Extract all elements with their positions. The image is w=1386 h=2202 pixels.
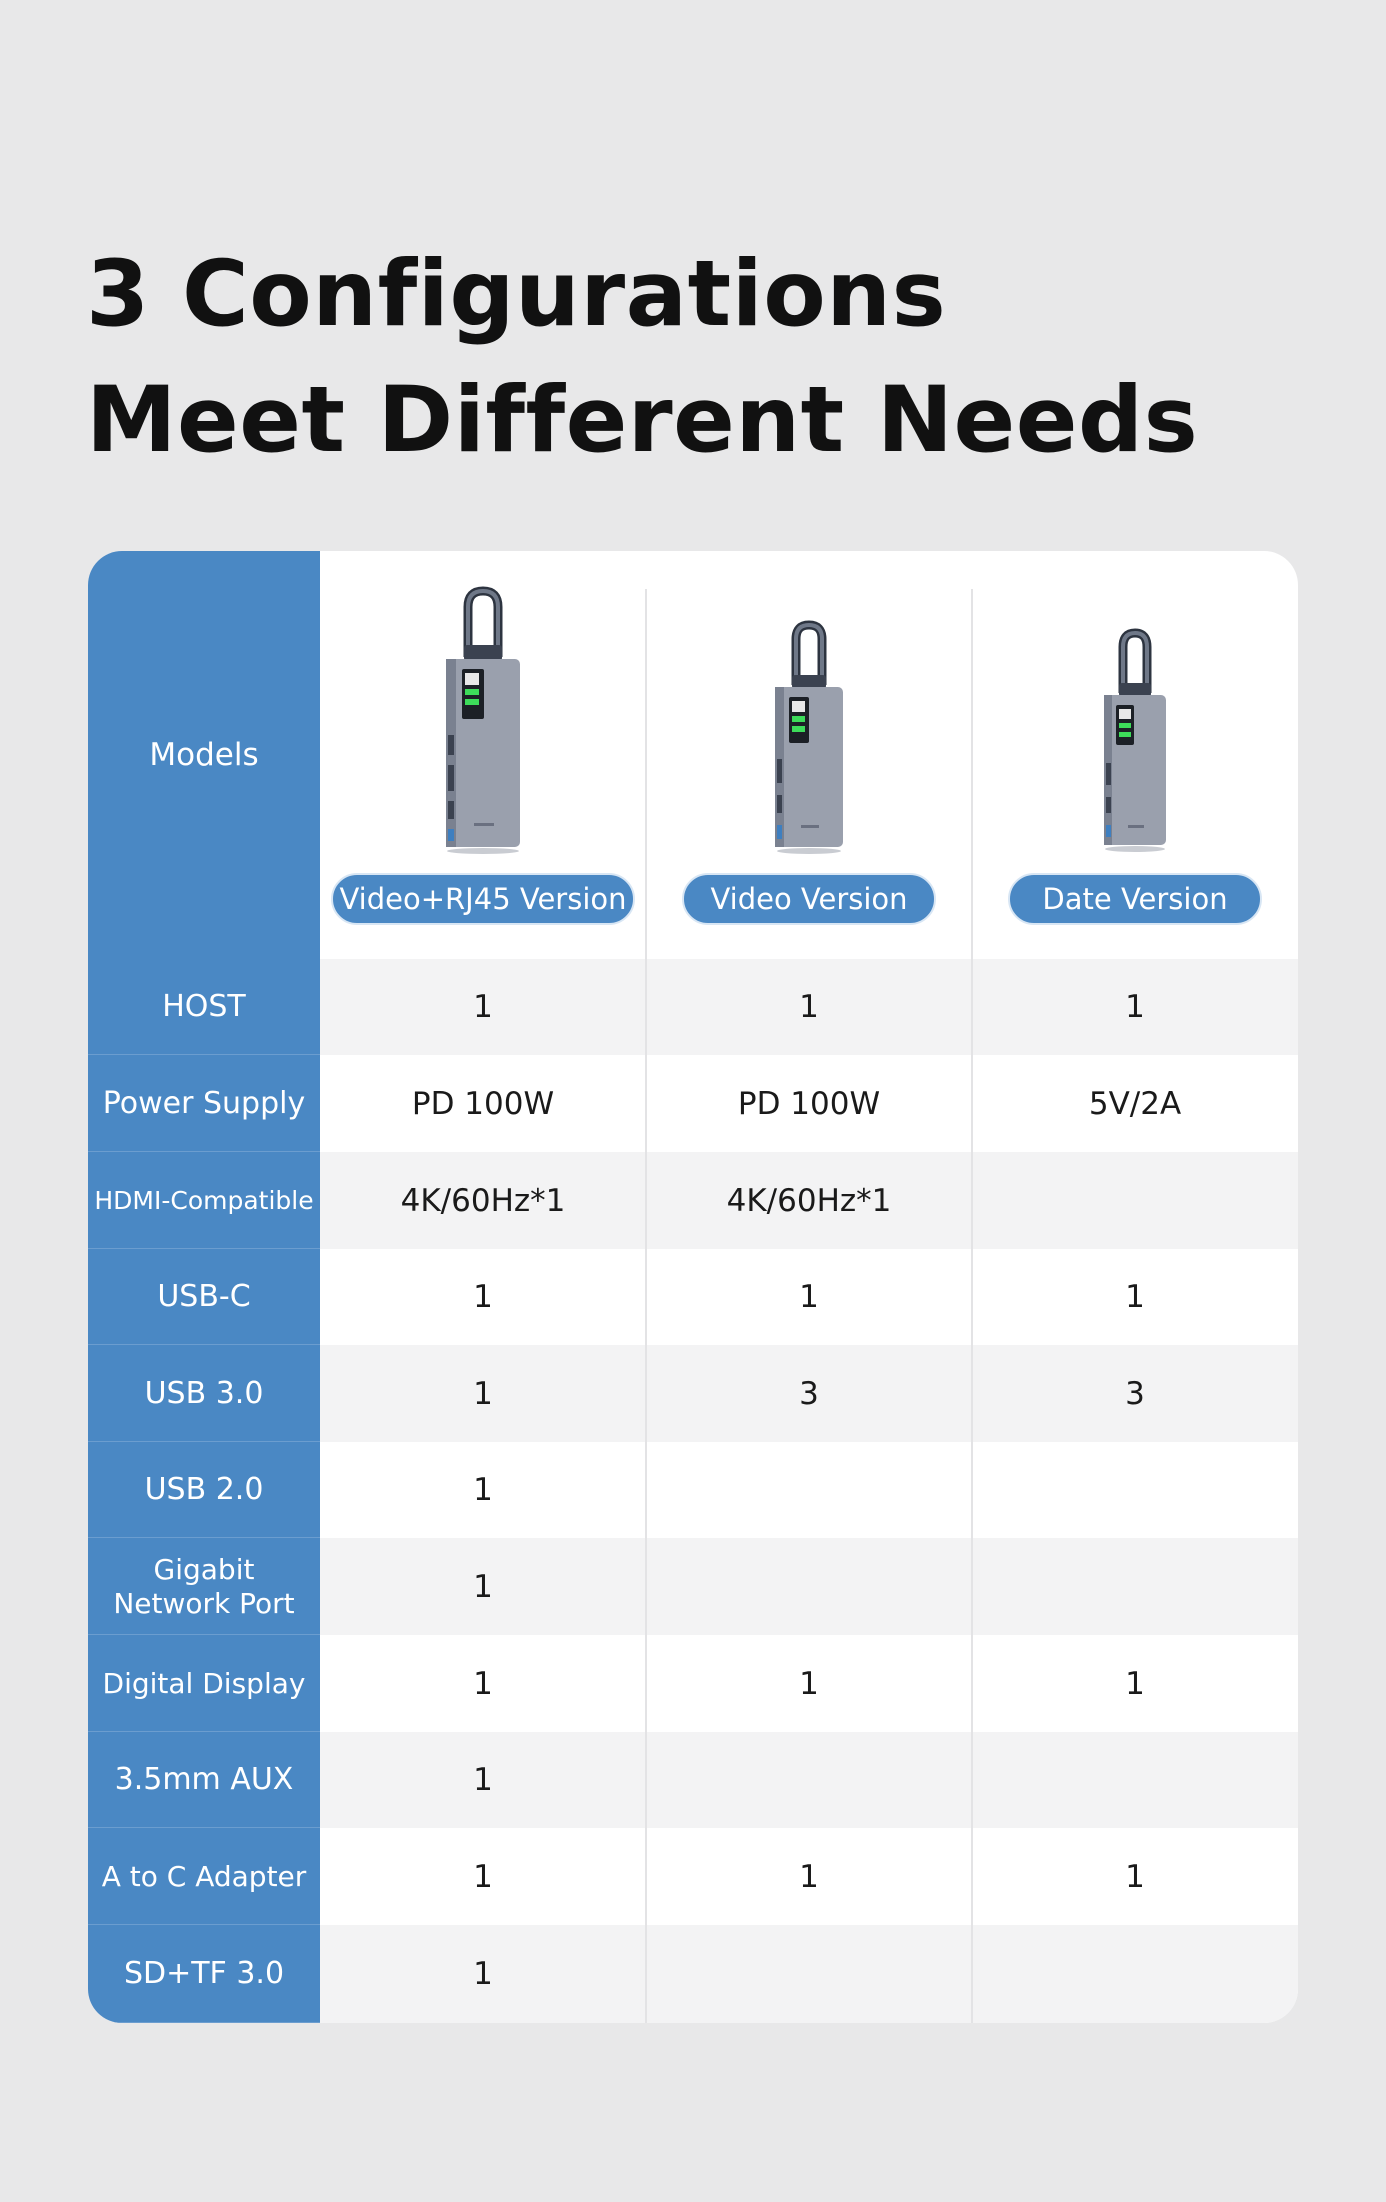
model-pill-date: Date Version [1008,873,1262,925]
model-column-date [972,551,1298,959]
table-cell: 1 [473,989,493,1025]
table-cell [972,1442,1298,1538]
table-cell: 1 [1125,1858,1145,1895]
table-row-power-supply [88,1055,1298,1152]
usb-hub-medium-icon [769,619,849,855]
row-label: Gigabit Network Port [88,1538,320,1635]
table-cell: 1 [473,1375,493,1412]
table-cell: 1 [473,1279,493,1315]
table-cell: 5V/2A [1088,1085,1182,1122]
table-cell: 4K/60Hz*1 [726,1182,892,1219]
table-row-usb-2 [88,1442,1298,1538]
table-cell: 1 [473,1568,493,1605]
table-cell: 1 [473,1956,493,1992]
models-label: Models [149,737,259,773]
headline-line-1: 3 Configurations [86,242,947,347]
row-label: 3.5mm AUX [88,1732,320,1828]
usb-hub-small-icon [1098,627,1172,853]
table-cell: 4K/60Hz*1 [400,1182,566,1219]
table-cell: PD 100W [737,1085,881,1122]
table-cell: 1 [473,1762,493,1798]
table-cell [972,1732,1298,1828]
row-label: A to C Adapter [88,1828,320,1925]
table-cell: 1 [473,1858,493,1895]
table-cell [646,1732,972,1828]
table-cell: PD 100W [411,1085,555,1122]
row-label: USB-C [88,1249,320,1345]
table-cell: 1 [799,1858,819,1895]
table-cell [646,1442,972,1538]
model-column-video-rj45 [320,551,646,959]
table-cell [646,1925,972,2023]
row-label: Digital Display [88,1635,320,1732]
model-pill-video: Video Version [682,873,936,925]
table-cell [972,1538,1298,1635]
column-divider [645,589,647,2023]
row-label: USB 2.0 [88,1442,320,1538]
table-cell: 1 [799,1665,819,1702]
model-column-video [646,551,972,959]
row-label: HDMI-Compatible [88,1152,320,1249]
table-cell: 1 [1125,1279,1145,1315]
headline [86,232,1198,484]
table-cell: 1 [799,989,819,1025]
column-divider [971,589,973,2023]
table-cell: 1 [1125,1665,1145,1702]
model-pill-video-rj45: Video+RJ45 Version [331,873,635,925]
table-row-hdmi [88,1152,1298,1249]
table-cell: 1 [799,1279,819,1315]
table-row-digital-display [88,1635,1298,1732]
row-label: HOST [88,959,320,1055]
table-cell: 1 [1125,989,1145,1025]
row-label: USB 3.0 [88,1345,320,1442]
table-row-usb-3 [88,1345,1298,1442]
row-label: SD+TF 3.0 [88,1925,320,2023]
table-cell: 3 [799,1375,819,1412]
table-row-host [88,959,1298,1055]
headline-line-2: Meet Different Needs [86,368,1199,473]
comparison-table [88,551,1298,2023]
table-cell [972,1152,1298,1249]
table-cell: 3 [1125,1375,1145,1412]
table-row-aux [88,1732,1298,1828]
table-cell: 1 [473,1472,493,1508]
table-cell: 1 [473,1665,493,1702]
usb-hub-large-icon [438,585,528,855]
table-row-gigabit [88,1538,1298,1635]
row-label: Power Supply [88,1055,320,1152]
table-cell [972,1925,1298,2023]
table-row-sd-tf [88,1925,1298,2023]
table-cell [646,1538,972,1635]
table-row-usb-c [88,1249,1298,1345]
table-row-a-to-c [88,1828,1298,1925]
